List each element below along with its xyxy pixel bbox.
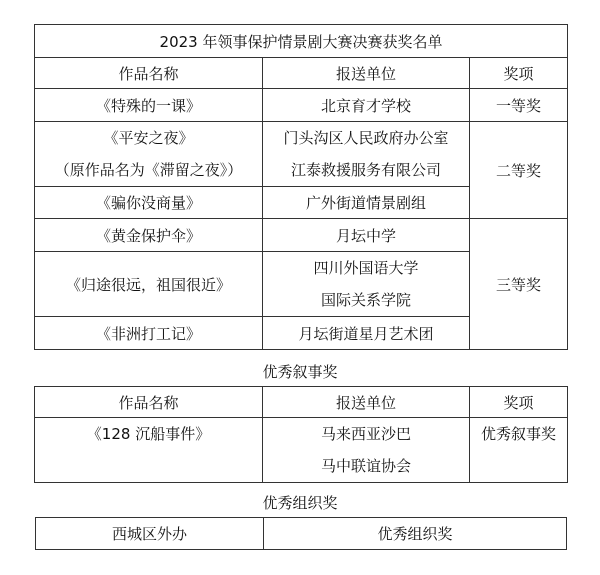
unit-line: 江泰救援服务有限公司: [290, 161, 441, 179]
unit-cell: [263, 418, 470, 483]
award-cell-first-prize: 一等奖: [470, 89, 568, 122]
unit-line: 马中联谊协会: [320, 457, 411, 475]
award-cell-second-prize: 二等奖: [470, 122, 568, 219]
header-work-name: 作品名称: [35, 387, 263, 418]
unit-line: 国际关系学院: [320, 291, 411, 309]
header-award: 奖项: [470, 387, 568, 418]
table-title-row: [35, 25, 568, 58]
unit-cell: 月坛中学: [263, 219, 470, 252]
header-work-name: 作品名称: [35, 58, 263, 89]
unit-cell: 月坛街道星月艺术团: [263, 317, 470, 350]
table-row: [35, 219, 568, 252]
work-name-cell: 《特殊的一课》: [35, 89, 263, 122]
section-heading-organization: 优秀组织奖: [262, 494, 338, 512]
narrative-award-table: [34, 386, 568, 483]
table-title: 2023 年领事保护情景剧大赛决赛获奖名单: [35, 25, 568, 58]
table-header-row: [35, 387, 568, 418]
table-row: [36, 518, 567, 550]
organization-award-table: [35, 517, 567, 550]
work-name-cell: 《128 沉船事件》: [35, 418, 263, 483]
unit-cell: 广外街道情景剧组: [263, 187, 470, 219]
work-name-line: 《平安之夜》: [103, 129, 194, 147]
work-name-cell: 《非洲打工记》: [35, 317, 263, 350]
main-award-table: [34, 24, 568, 350]
work-name-cell: 《骗你没商量》: [35, 187, 263, 219]
award-cell-organization: 优秀组织奖: [264, 518, 567, 550]
unit-cell: [263, 252, 470, 317]
header-submitting-unit: 报送单位: [263, 58, 470, 89]
header-submitting-unit: 报送单位: [263, 387, 470, 418]
table-row: [35, 89, 568, 122]
work-name-line: （原作品名为《滞留之夜》）: [54, 161, 243, 179]
unit-cell: 北京育才学校: [263, 89, 470, 122]
unit-line: 马来西亚沙巴: [320, 425, 411, 443]
table-row: [35, 418, 568, 483]
work-name-cell: 《黄金保护伞》: [35, 219, 263, 252]
unit-cell: [263, 122, 470, 187]
section-heading-narrative: 优秀叙事奖: [262, 363, 338, 381]
work-name-cell: [35, 122, 263, 187]
table-row: [35, 122, 568, 187]
award-cell-narrative: 优秀叙事奖: [470, 418, 568, 483]
work-name-cell: 《归途很远，祖国很近》: [35, 252, 263, 317]
unit-line: 门头沟区人民政府办公室: [283, 129, 449, 147]
award-cell-third-prize: 三等奖: [470, 219, 568, 350]
unit-cell: 西城区外办: [36, 518, 264, 550]
table-header-row: [35, 58, 568, 89]
unit-line: 四川外国语大学: [313, 259, 419, 277]
header-award: 奖项: [470, 58, 568, 89]
